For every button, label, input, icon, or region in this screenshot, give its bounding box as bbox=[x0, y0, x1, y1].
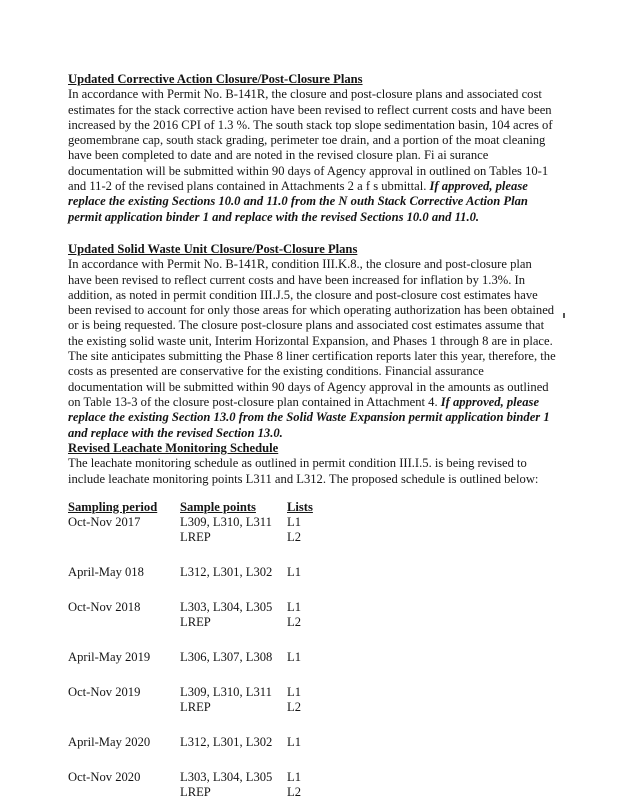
list-cell: L2 bbox=[287, 785, 301, 799]
col-header-period: Sampling period bbox=[68, 500, 158, 514]
section-body bbox=[68, 257, 558, 441]
list-cell: L2 bbox=[287, 615, 301, 629]
points-cell: L309, L310, L311 bbox=[180, 515, 272, 529]
table-row bbox=[68, 650, 558, 665]
table-row bbox=[68, 770, 558, 785]
emphasis-text: If approved, please replace the existing Sections 10.0 and 11.0 from the N outh Stack Corrective Action Plan permit application binder 1 and replace with the revised Sections 10.0 and 11.0. bbox=[68, 179, 528, 224]
points-cell: LREP bbox=[180, 530, 211, 544]
period-cell: Oct-Nov 2017 bbox=[68, 515, 141, 529]
list-cell: L1 bbox=[287, 515, 301, 529]
section-heading: Revised Leachate Monitoring Schedule bbox=[68, 441, 279, 455]
list-cell: L1 bbox=[287, 650, 301, 664]
list-cell: L1 bbox=[287, 735, 301, 749]
scan-artifact bbox=[563, 313, 565, 318]
table-row bbox=[68, 565, 558, 580]
period-cell: April-May 2020 bbox=[68, 735, 151, 749]
points-cell: L303, L304, L305 bbox=[180, 770, 273, 784]
col-header-lists: Lists bbox=[287, 500, 313, 514]
points-cell: L309, L310, L311 bbox=[180, 685, 272, 699]
points-cell: L312, L301, L302 bbox=[180, 565, 273, 579]
points-cell: LREP bbox=[180, 700, 211, 714]
list-cell: L1 bbox=[287, 600, 301, 614]
table-row bbox=[68, 615, 558, 630]
period-cell: April-May 018 bbox=[68, 565, 144, 579]
points-cell: L306, L307, L308 bbox=[180, 650, 273, 664]
section-body: The leachate monitoring schedule as outlined in permit condition III.I.5. is being revised to include leachate monitoring points L311 and L312. The proposed schedule is outlined below: bbox=[68, 456, 539, 486]
section-heading: Updated Corrective Action Closure/Post-Closure Plans bbox=[68, 72, 363, 86]
table-row bbox=[68, 785, 558, 800]
list-cell: L2 bbox=[287, 700, 301, 714]
section-body bbox=[68, 87, 558, 225]
period-cell: April-May 2019 bbox=[68, 650, 151, 664]
body-text: In accordance with Permit No. B-141R, the closure and post-closure plans and associated cost estimates for the stack corrective action have been revised to reflect current costs and have been increased by the 2016 CPI of 1.3 %. The south stack top slope sedimentation basin, 104 acres of geomembrane cap, south stack grading, perimeter toe drain, and a portion of the moat cleaning have been completed to date and are noted in the revised closure plan. Fi ai surance documentation will be submitted within 90 days of Agency approval in outlined on Tables 10-1 and 11-2 of the revised plans contained in Attachments 2 a f s ubmittal. bbox=[68, 87, 553, 194]
list-cell: L1 bbox=[287, 565, 301, 579]
table-row bbox=[68, 735, 558, 750]
table-row bbox=[68, 515, 558, 530]
period-cell: Oct-Nov 2018 bbox=[68, 600, 141, 614]
points-cell: LREP bbox=[180, 615, 211, 629]
table-row bbox=[68, 700, 558, 715]
table-row bbox=[68, 685, 558, 700]
table-header bbox=[68, 500, 558, 515]
emphasis-text: If approved, please replace the existing Section 13.0 from the Solid Waste Expansion permit application binder 1 and replace with the revised Section 13.0. bbox=[68, 394, 550, 440]
points-cell: LREP bbox=[180, 785, 211, 799]
schedule-table bbox=[68, 500, 558, 800]
section-solid-waste bbox=[68, 242, 558, 441]
table-row bbox=[68, 600, 558, 615]
table-row bbox=[68, 530, 558, 545]
period-cell: Oct-Nov 2019 bbox=[68, 685, 141, 699]
section-leachate bbox=[68, 441, 558, 487]
list-cell: L1 bbox=[287, 685, 301, 699]
period-cell: Oct-Nov 2020 bbox=[68, 770, 141, 784]
points-cell: L303, L304, L305 bbox=[180, 600, 273, 614]
list-cell: L2 bbox=[287, 530, 301, 544]
col-header-points: Sample points bbox=[180, 500, 256, 514]
body-text: In accordance with Permit No. B-141R, condition III.K.8., the closure and post-closure plan have been revised to reflect current costs and have been increased for inflation by 1.3%. In addition, as noted in permit condition III.J.5, the closure and post-closure cost estimates have been revised to account for only those areas for which operating authorization has been obtained or is being requested. The closure post-closure plans and associated cost estimates assume that the existing solid waste unit, Interim Horizontal Expansion, and Phases 1 through 8 are in place. The site anticipates submitting the Phase 8 liner certification reports later this year, therefore, the costs as presented are conservative for the existing conditions. Financial assurance documentation will be submitted within 90 days of Agency approval in the amounts as outlined on Table 13-3 of the closure post-closure plan contained in Attachment 4. bbox=[68, 257, 556, 409]
section-heading: Updated Solid Waste Unit Closure/Post-Closure Plans bbox=[68, 242, 358, 256]
points-cell: L312, L301, L302 bbox=[180, 735, 273, 749]
list-cell: L1 bbox=[287, 770, 301, 784]
section-corrective-action bbox=[68, 72, 558, 225]
document-page bbox=[68, 72, 558, 799]
